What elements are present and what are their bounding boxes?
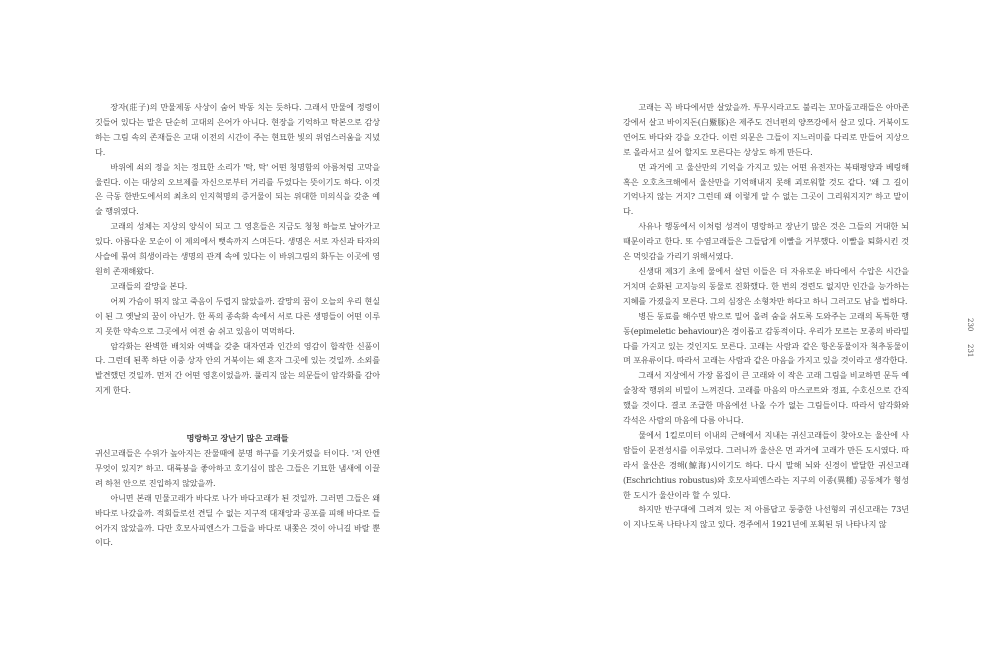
page-numbers (962, 318, 986, 358)
left-page (95, 100, 380, 550)
right-paragraph-3: 사유나 행동에서 이처럼 성격이 명랑하고 장난기 많은 것은 그들의 거대한 뇌 때문이라고 한다. 또 수염고래들은 그들답게 이빨을 거부했다. 이빨을 퇴화시킨 것은 먹잇감을 가리기 위해서였다. (623, 221, 909, 262)
right-paragraph-2: 먼 과거에 고 울산만의 기억을 가지고 있는 어떤 유전자는 북태평양과 베링해 혹은 오호츠크해에서 울산만을 기억해내지 못해 괴로워할 것도 같다. '왜 그 길이 기억나지 않는 거지? 그런데 왜 이렇게 알 수 없는 그곳이 그리워지지?' 하고 말이다. (623, 161, 909, 217)
page-number-right: 231 (966, 344, 974, 358)
left-paragraph-6: 암각화는 완벽한 배치와 여백을 갖춘 대자연과 인간의 영감이 합작한 신품이다. 그런데 된쪽 하단 이중 상자 안의 거북이는 왜 혼자 그곳에 있는 것일까. 소외를 발견했던 것일까. 먼저 간 어떤 영혼이었을까. 풀리지 않는 의문들이 암각화를 감아지게 한다. (95, 340, 380, 396)
left-paragraph-3: 고래의 성체는 지상의 양식이 되고 그 영혼들은 지금도 청청 하늘로 날아가고 있다. 아름다운 모순이 이 제의에서 뻣속까지 스며든다. 생명은 서로 자신과 타자의 사슬에 묶여 희생이라는 생명의 관계 속에 있다는 이 바위그림의 화두는 이곳에 영원히 존재해왔다. (95, 221, 380, 276)
left-paragraph-8: 아니면 본래 민물고래가 바다로 나가 바다고래가 된 것일까. 그러면 그들은 왜 바다로 나갔을까. 적회들로선 견딜 수 없는 지구적 대재앙과 공포를 피해 바다로 들어가지 않았을까. 다만 호모사피엔스가 그들을 바다로 내쫓은 것이 아니길 바랄 뿐이다. (95, 492, 380, 548)
right-paragraph-5: 병든 동료를 해수면 밖으로 밀어 올려 숨을 쉬도록 도와주는 고래의 독특한 행동(epimeletic behaviour)은 경이롭고 감동적이다. 우리가 모르는 모종의 바라밀다를 가지고 있는 것인지도 모른다. 고래는 사람과 같은 항온동물이자 척추동물이며 포유류이다. 따라서 고래는 사람과 같은 마음을 가지고 있을 것이라고 생각한다. (623, 310, 909, 366)
left-paragraph-7: 귀신고래들은 수위가 높아지는 잔물때에 분명 하구를 기웃거렸을 터이다. '저 안엔 무엇이 있지?' 하고. 대륙붕을 좋아하고 호기심이 많은 그들은 기묘한 냄새에 이끌려 하천 안으로 진입하지 않았을까. (95, 448, 380, 488)
right-paragraph-6: 그래서 지상에서 가장 몸집이 큰 고래와 이 작은 고래 그림을 비교하면 문득 예술창작 행위의 비밀이 느껴진다. 고래를 마음의 마스코트와 정표, 수호신으로 간직했을 것이다. 결코 조급한 마음에선 나올 수가 없는 그림들이다. 따라서 암각화와 각석은 사람의 마음에 다름 아니다. (623, 370, 909, 426)
right-paragraph-8: 하지만 반구대에 그려져 있는 저 아름답고 둥중한 나선형의 귀신고래는 73년이 지나도록 나타나지 않고 있다. 경주에서 1921년에 포획된 뒤 나타나지 않 (623, 504, 909, 530)
right-paragraph-1: 고래는 꼭 바다에서만 살았을까. 투무시라고도 불리는 꼬마돌고래들은 아마존강에서 살고 바이지돈(白鱀豚)은 제주도 건너편의 양쯔강에서 살고 있다. 거북이도 연어도 바다와 강을 오간다. 이런 의문은 그들이 지느러미를 다리로 만들어 지상으로 올라서고 싶어 할지도 모른다는 상상도 하게 만든다. (623, 102, 909, 157)
right-paragraph-4: 신생대 제3기 초에 물에서 살던 이들은 더 자유로운 바다에서 수압은 시간을 거치며 순화된 고지능의 동물로 진화했다. 한 번의 경련도 없지만 인간을 능가하는 지혜를 가졌을지 모른다. 그의 심장은 소형차만 하다고 하니 그러고도 남을 법하다. (623, 265, 909, 306)
left-paragraph-4: 고래들의 갈망을 본다. (110, 280, 188, 291)
section-heading: 명랑하고 장난기 많은 고래들 (186, 433, 289, 444)
left-paragraph-2: 바위에 쇠의 정을 치는 정묘한 소리가 '탁, 탁' 어떤 청명함의 아름처럼 고막을 울린다. 이는 대상의 오브제를 자신으로부터 거리를 두었다는 뜻이기도 하다. 이것은 극동 한반도에서의 최초의 인지혁명의 증거물이 되는 위대한 미의식을 갖춘 예술 행위였다. (95, 161, 380, 217)
right-page (623, 100, 909, 532)
right-paragraph-7: 물에서 1킬로미터 이내의 근해에서 지내는 귀신고래들이 찾아오는 울산에 사람들이 문전성시를 이루었다. 그러니까 울산은 먼 과거에 고래가 만든 도시였다. 따라서 울산은 경해(鯨海)시이기도 하다. 다시 말해 뇌와 신경이 발달한 귀신고래(Eschrichtius robustus)와 호모사피엔스라는 지구의 이종(異種) 공동체가 형성한 도시가 울산이라 할 수 있다. (623, 429, 909, 500)
left-paragraph-1: 장자(莊子)의 만물제동 사상이 숨어 박동 치는 듯하다. 그래서 만물에 정령이 깃들어 있다는 말은 단순히 고대의 은어가 아니다. 현장을 기억하고 탁본으로 감상하는 그림 속의 존재들은 고대 이전의 시간이 주는 현묘한 빛의 위엄스러움을 지녔다. (95, 102, 380, 157)
left-paragraph-5: 어찌 가슴이 뛰지 않고 죽음이 두렵지 않았을까. 갈망의 꿈이 오늘의 우리 현실이 된 그 옛날의 꿈이 아닌가. 한 폭의 종속화 속에서 서로 다른 생명들이 어떤 이루지 못한 약속으로 그곳에서 여전 숨 쉬고 있음이 먹먹하다. (95, 295, 380, 336)
page-number-left: 230 (966, 318, 974, 332)
